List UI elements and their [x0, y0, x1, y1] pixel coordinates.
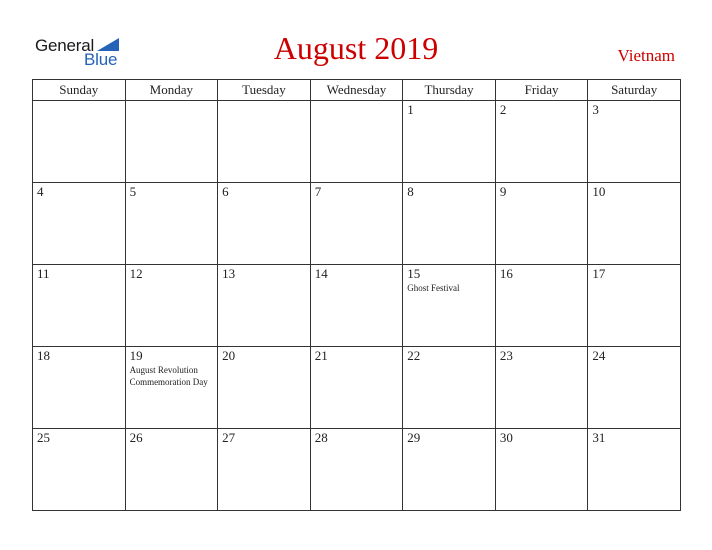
- day-cell: [495, 183, 588, 265]
- day-cell: [403, 265, 496, 347]
- day-cell: [33, 347, 126, 429]
- weekday-header: Wednesday: [310, 80, 403, 101]
- day-cell: [125, 265, 218, 347]
- day-cell: [495, 101, 588, 183]
- day-cell: [403, 183, 496, 265]
- day-number: 11: [37, 266, 50, 281]
- day-number: 28: [314, 430, 328, 445]
- day-number: 30: [499, 430, 513, 445]
- day-cell: [495, 265, 588, 347]
- holiday-label: August Revolution Commemoration Day: [129, 365, 208, 387]
- week-row: [33, 101, 681, 183]
- weekday-header: Friday: [495, 80, 588, 101]
- day-number: 20: [222, 348, 236, 363]
- calendar-grid: [32, 79, 681, 511]
- day-number: 26: [129, 430, 143, 445]
- day-number: 7: [314, 184, 322, 199]
- week-row: [33, 265, 681, 347]
- weekday-header: Saturday: [588, 80, 681, 101]
- day-number: 18: [37, 348, 50, 363]
- day-cell: [403, 347, 496, 429]
- day-number: 15: [407, 266, 421, 281]
- week-row: [33, 183, 681, 265]
- day-cell: [33, 265, 126, 347]
- day-number: 3: [592, 102, 599, 117]
- day-number: 25: [37, 430, 50, 445]
- logo-text-blue: Blue: [84, 50, 118, 69]
- day-cell: [310, 101, 403, 183]
- weekday-header: Monday: [125, 80, 218, 101]
- day-number: 23: [499, 348, 513, 363]
- day-number: 22: [407, 348, 421, 363]
- day-number: 31: [592, 430, 606, 445]
- day-cell: [588, 347, 681, 429]
- day-cell: [495, 429, 588, 511]
- weekday-header: Tuesday: [218, 80, 311, 101]
- day-number: 13: [222, 266, 236, 281]
- day-cell: [403, 429, 496, 511]
- day-number: 1: [407, 102, 414, 117]
- weekday-header: Sunday: [33, 80, 126, 101]
- week-row: [33, 429, 681, 511]
- day-cell: [218, 101, 311, 183]
- day-number: 16: [499, 266, 513, 281]
- day-cell: [33, 183, 126, 265]
- day-number: 29: [407, 430, 421, 445]
- weekday-header: Thursday: [403, 80, 496, 101]
- day-cell: [125, 347, 218, 429]
- day-cell: [495, 347, 588, 429]
- day-cell: [218, 347, 311, 429]
- day-number: 27: [222, 430, 236, 445]
- day-number: 2: [499, 102, 507, 117]
- holiday-label: Ghost Festival: [407, 283, 460, 293]
- day-cell: [310, 429, 403, 511]
- day-number: 14: [314, 266, 328, 281]
- day-cell: [588, 101, 681, 183]
- day-cell: [588, 183, 681, 265]
- day-cell: [403, 101, 496, 183]
- day-number: 6: [222, 184, 229, 199]
- day-number: 8: [407, 184, 414, 199]
- day-number: 19: [129, 348, 143, 363]
- day-cell: [588, 265, 681, 347]
- day-number: 5: [129, 184, 137, 199]
- day-cell: [125, 429, 218, 511]
- week-row: [33, 347, 681, 429]
- day-cell: [218, 429, 311, 511]
- day-cell: [310, 265, 403, 347]
- day-cell: [218, 265, 311, 347]
- day-number: 9: [499, 184, 507, 199]
- day-cell: [125, 101, 218, 183]
- day-cell: [588, 429, 681, 511]
- page-title: August 2019: [273, 30, 439, 66]
- logo-text-general: General: [35, 36, 95, 55]
- day-cell: [310, 183, 403, 265]
- day-cell: [218, 183, 311, 265]
- day-number: 24: [592, 348, 606, 363]
- day-number: 21: [314, 348, 328, 363]
- day-number: 10: [592, 184, 606, 199]
- weekday-header-row: [33, 80, 681, 101]
- day-number: 12: [129, 266, 143, 281]
- country-label: Vietnam: [617, 46, 675, 65]
- day-cell: [310, 347, 403, 429]
- day-number: 4: [37, 184, 44, 199]
- day-cell: [33, 429, 126, 511]
- day-cell: [125, 183, 218, 265]
- day-number: 17: [592, 266, 606, 281]
- day-cell: [33, 101, 126, 183]
